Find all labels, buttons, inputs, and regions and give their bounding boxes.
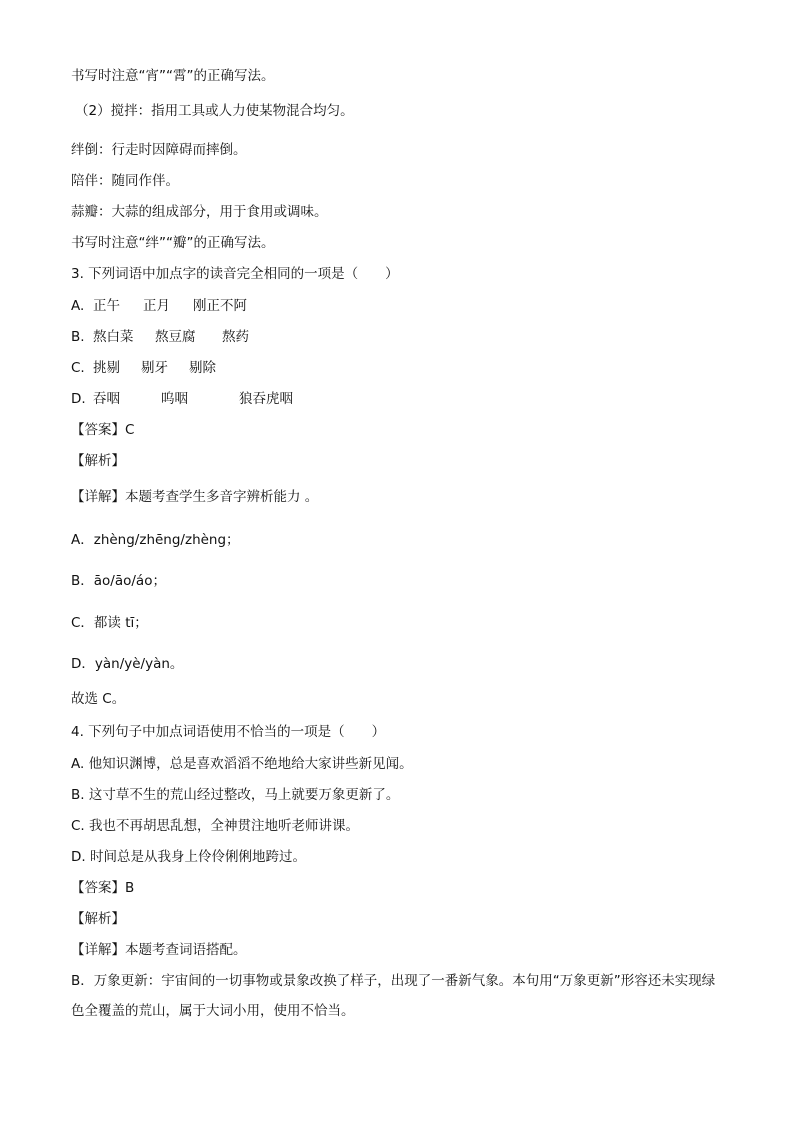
option-word: 刚正不阿 (193, 298, 247, 314)
q3-detail: 【详解】本题考查学生多音字辨析能力 。 (71, 489, 319, 505)
option-word: 熬白菜 (93, 329, 134, 345)
q4-option-b: B. 这寸草不生的荒山经过整改，马上就要万象更新了。 (71, 787, 400, 803)
option-word: 正午 (93, 298, 120, 314)
q3-explain-d: D．yàn/yè/yàn。 (71, 656, 184, 672)
q3-option-a (71, 297, 721, 315)
q4-option-d: D. 时间总是从我身上伶伶俐俐地跨过。 (71, 849, 306, 865)
option-label: C. (71, 360, 85, 376)
option-label: A. (71, 298, 85, 314)
q3-option-c (71, 359, 721, 377)
q3-option-b (71, 328, 721, 346)
text-line: （2）搅拌：指用工具或人力使某物混合均匀。 (75, 103, 354, 119)
text-line: 绊倒：行走时因障碍而摔倒。 (71, 142, 247, 158)
text-line: 书写时注意“宵”“霄”的正确写法。 (71, 68, 275, 84)
q3-answer: 【答案】C (71, 422, 135, 438)
q4-answer: 【答案】B (71, 880, 135, 896)
q4-detail: 【详解】本题考查词语搭配。 (71, 942, 247, 958)
question-4-title: 4. 下列句子中加点词语使用不恰当的一项是（ ） (71, 724, 386, 740)
option-label: B. (71, 329, 85, 345)
text-line: 蒜瓣：大蒜的组成部分，用于食用或调味。 (71, 204, 328, 220)
text-line: 陪伴：随同作伴。 (71, 173, 179, 189)
option-word: 呜咽 (161, 391, 188, 407)
q4-analysis-heading: 【解析】 (71, 911, 125, 927)
option-word: 剔牙 (141, 360, 168, 376)
option-word: 狼吞虎咽 (239, 391, 293, 407)
option-word: 熬药 (222, 329, 249, 345)
text-line: 书写时注意“绊”“瓣”的正确写法。 (71, 235, 275, 251)
option-word: 正月 (143, 298, 170, 314)
option-label: D. (71, 391, 86, 407)
q4-option-a: A. 他知识渊博，总是喜欢滔滔不绝地给大家讲些新见闻。 (71, 756, 413, 772)
option-word: 挑剔 (93, 360, 120, 376)
q3-explain-c: C．都读 tī； (71, 615, 148, 631)
option-word: 熬豆腐 (155, 329, 196, 345)
q3-option-d (71, 390, 721, 408)
q4-explain: B．万象更新：宇宙间的一切事物或景象改换了样子，出现了一番新气象。本句用“万象更新”形容还未实现绿色全覆盖的荒山，属于大词小用，使用不恰当。 (71, 973, 716, 1019)
q3-conclusion: 故选 C。 (71, 691, 126, 707)
q3-analysis-heading: 【解析】 (71, 453, 125, 469)
q3-explain-a: A．zhèng/zhēng/zhèng； (71, 532, 240, 548)
option-word: 剔除 (189, 360, 216, 376)
q3-explain-b: B．āo/āo/áo； (71, 573, 166, 589)
q4-option-c: C. 我也不再胡思乱想，全神贯注地听老师讲课。 (71, 818, 360, 834)
option-word: 吞咽 (93, 391, 120, 407)
question-3-title: 3. 下列词语中加点字的读音完全相同的一项是（ ） (71, 266, 399, 282)
